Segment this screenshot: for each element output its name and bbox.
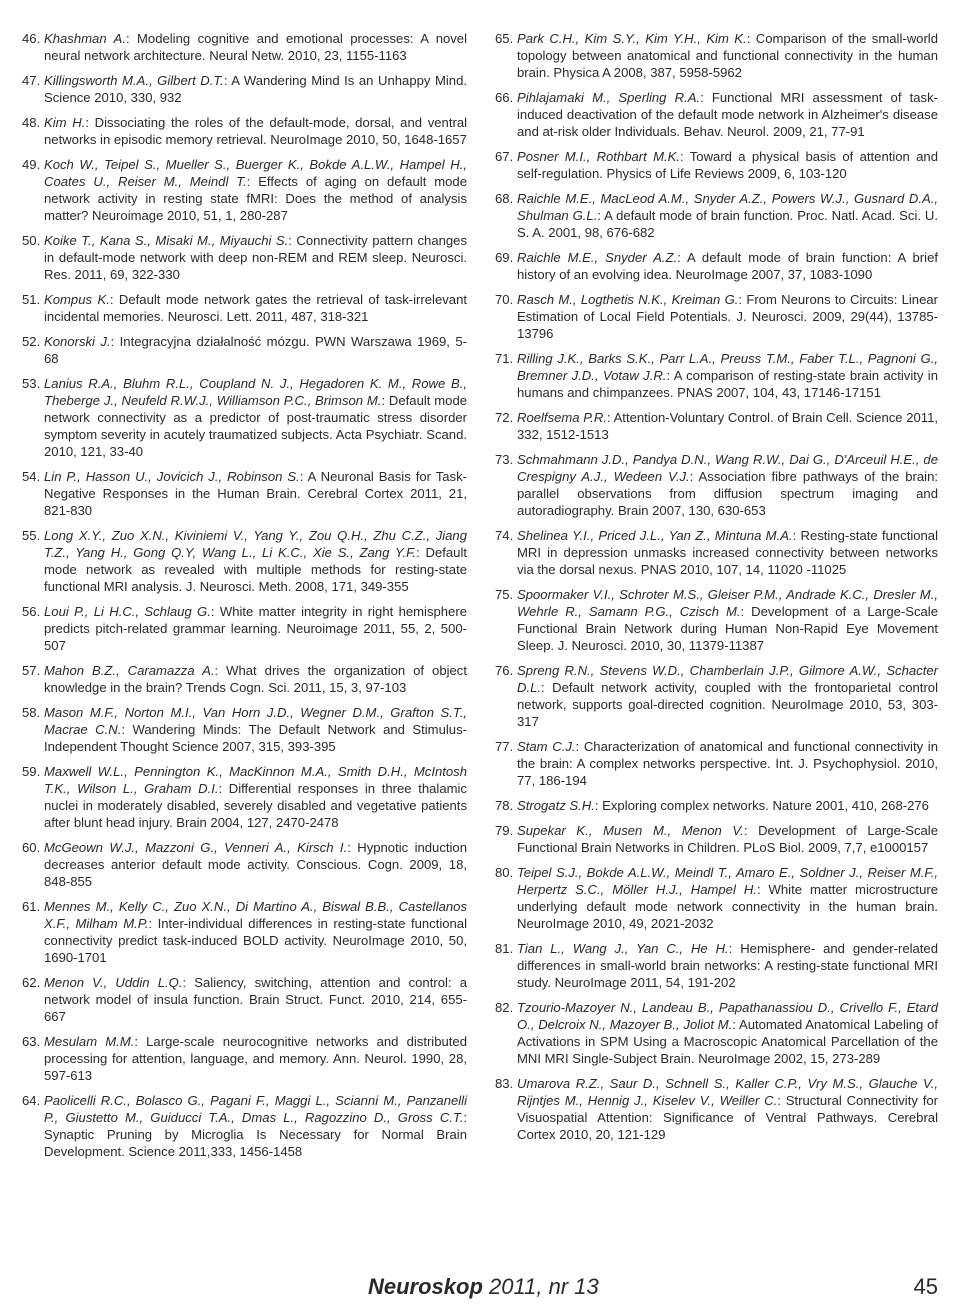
reference-number: 75. (495, 587, 514, 602)
reference-text: : Wandering Minds: The Default Network and Stimulus-Independent Thought Science 2007, 315, 393-395 (44, 722, 467, 754)
reference-number: 56. (22, 604, 41, 619)
reference-body (517, 864, 938, 932)
page-footer (368, 1274, 938, 1302)
reference-entry (495, 350, 938, 401)
reference-entry (22, 662, 467, 696)
reference-body (517, 999, 938, 1067)
reference-authors: Maxwell W.L., Pennington K., MacKinnon M.A., Smith D.H., McIntosh T.K., Wilson L., Graham D.I. (44, 764, 467, 796)
reference-body (517, 190, 938, 241)
reference-text: : Integracyjna działalność mózgu. PWN Warszawa 1969, 5-68 (44, 334, 467, 366)
reference-text: : White matter microstructure underlying default mode network connectivity in the human brain. NeuroImage 2010, 49, 2021-2032 (517, 882, 938, 931)
reference-text: : Large-scale neurocognitive networks and distributed processing for attention, language, and memory. Ann. Neurol. 1990, 28, 597-613 (44, 1034, 467, 1083)
reference-text: : Characterization of anatomical and functional connectivity in the brain: A complex networks perspective. Int. J. Psychophysiol. 2010, 77, 186-194 (517, 739, 938, 788)
reference-number: 46. (22, 31, 41, 46)
reference-body (44, 291, 467, 325)
reference-body (517, 527, 938, 578)
journal-citation (368, 1274, 599, 1300)
reference-entry (495, 190, 938, 241)
reference-text: : Association fibre pathways of the brain: parallel observations from diffusion spectrum imaging and autoradiography. Brain 2007, 130, 630-653 (517, 469, 938, 518)
reference-text: : Resting-state functional MRI in depression unmasks increased connectivity between networks via the dorsal nexus. PNAS 2010, 107, 14, 11020 -11025 (517, 528, 938, 577)
reference-authors: Tian L., Wang J., Yan C., He H. (517, 941, 729, 956)
reference-body (517, 350, 938, 401)
reference-body (517, 409, 938, 443)
reference-authors: Rasch M., Logthetis N.K., Kreiman G. (517, 292, 739, 307)
reference-body (517, 738, 938, 789)
reference-entry (22, 974, 467, 1025)
reference-body (517, 1075, 938, 1143)
reference-text: : A Neuronal Basis for Task-Negative Responses in the Human Brain. Cerebral Cortex 2011, 21, 821-830 (44, 469, 467, 518)
reference-authors: Mason M.F., Norton M.I., Van Horn J.D., Wegner D.M., Grafton S.T., Macrae C.N. (44, 705, 467, 737)
reference-text: : Synaptic Pruning by Microglia Is Necessary for Normal Brain Development. Science 2011,333, 1456-1458 (44, 1110, 467, 1159)
reference-entry (495, 797, 938, 814)
reference-entry (22, 1092, 467, 1160)
reference-authors: Stam C.J. (517, 739, 576, 754)
reference-authors: Posner M.I., Rothbart M.K. (517, 149, 681, 164)
reference-number: 65. (495, 31, 514, 46)
reference-body (44, 232, 467, 283)
reference-authors: Rilling J.K., Barks S.K., Parr L.A., Preuss T.M., Faber T.L., Pagnoni G., Bremner J.D., Votaw J.R. (517, 351, 938, 383)
reference-entry (22, 763, 467, 831)
reference-number: 54. (22, 469, 41, 484)
reference-entry (22, 1033, 467, 1084)
reference-body (44, 898, 467, 966)
reference-authors: Park C.H., Kim S.Y., Kim Y.H., Kim K. (517, 31, 747, 46)
reference-authors: Koch W., Teipel S., Mueller S., Buerger K., Bokde A.L.W., Hampel H., Coates U., Reiser M., Meindl T. (44, 157, 467, 189)
reference-body (44, 662, 467, 696)
reference-body (44, 114, 467, 148)
reference-authors: Kompus K. (44, 292, 110, 307)
reference-text: : Hemisphere- and gender-related differences in small-world brain networks: A resting-state functional MRI study. NeuroImage 2011, 54, 191-202 (517, 941, 938, 990)
reference-body (517, 291, 938, 342)
reference-authors: Mennes M., Kelly C., Zuo X.N., Di Martino A., Biswal B.B., Castellanos X.F., Milham M.P. (44, 899, 467, 931)
reference-entry (22, 704, 467, 755)
reference-text: : Effects of aging on default mode network activity in resting state fMRI: Does the method of analysis matter? Neuroimage 2010, 51, 1, 280-287 (44, 174, 467, 223)
reference-entry (22, 291, 467, 325)
reference-body (44, 603, 467, 654)
page-number: 45 (913, 1274, 938, 1299)
reference-text: : A default mode of brain function: A brief history of an evolving idea. NeuroImage 2007, 37, 1083-1090 (517, 250, 938, 282)
reference-entry (495, 527, 938, 578)
reference-entry (495, 586, 938, 654)
reference-entry (22, 333, 467, 367)
reference-text: : Development of Large-Scale Functional Brain Networks in Children. PLoS Biol. 2009, 7,7, e1000157 (517, 823, 938, 855)
reference-authors: Schmahmann J.D., Pandya D.N., Wang R.W., Dai G., D'Arceuil H.E., de Crespigny A.J., Wedeen V.J. (517, 452, 938, 484)
reference-body (517, 586, 938, 654)
reference-entry (495, 249, 938, 283)
reference-number: 74. (495, 528, 514, 543)
reference-body (44, 974, 467, 1025)
reference-body (517, 249, 938, 283)
reference-number: 52. (22, 334, 41, 349)
reference-number: 58. (22, 705, 41, 720)
reference-body (44, 1033, 467, 1084)
reference-body (44, 30, 467, 64)
reference-body (44, 1092, 467, 1160)
reference-entry (22, 114, 467, 148)
reference-authors: Mahon B.Z., Caramazza A. (44, 663, 215, 678)
reference-text: : Exploring complex networks. Nature 2001, 410, 268-276 (594, 798, 929, 813)
reference-number: 67. (495, 149, 514, 164)
reference-body (44, 527, 467, 595)
reference-authors: Raichle M.E., MacLeod A.M., Snyder A.Z., Powers W.J., Gusnard D.A., Shulman G.L. (517, 191, 938, 223)
reference-authors: Tzourio-Mazoyer N., Landeau B., Papathanassiou D., Crivello F., Etard O., Delcroix N., Mazoyer B., Joliot M. (517, 1000, 938, 1032)
reference-number: 72. (495, 410, 514, 425)
reference-entry (495, 409, 938, 443)
reference-text: : Functional MRI assessment of task-induced deactivation of the default mode network in Alzheimer's disease and at-risk older Individuals. Behav. Neurol. 2009, 21, 77-91 (517, 90, 938, 139)
reference-entry (22, 603, 467, 654)
reference-text: : Saliency, switching, attention and control: a network model of insula function. Brain Struct. Funct. 2010, 214, 655-667 (44, 975, 467, 1024)
reference-number: 71. (495, 351, 514, 366)
reference-number: 50. (22, 233, 41, 248)
reference-number: 68. (495, 191, 514, 206)
reference-text: : Development of a Large-Scale Functional Brain Network during Human Non-Rapid Eye Movement Sleep. J. Neurosci. 2010, 30, 11379-11387 (517, 604, 938, 653)
reference-entry (22, 375, 467, 460)
reference-number: 77. (495, 739, 514, 754)
reference-body (517, 662, 938, 730)
reference-body (44, 375, 467, 460)
reference-text: : Automated Anatomical Labeling of Activations in SPM Using a Macroscopic Anatomical Parcellation of the MNI MRI Single-Subject Brain. NeuroImage 2002, 15, 273-289 (517, 1017, 939, 1066)
reference-body (517, 940, 938, 991)
reference-authors: Long X.Y., Zuo X.N., Kiviniemi V., Yang Y., Zou Q.H., Zhu C.Z., Jiang T.Z., Yang H., Gong Q.Y, Wang L., Li K.C., Xie S., Zang Y.F. (44, 528, 467, 560)
reference-entry (495, 662, 938, 730)
reference-entry (495, 864, 938, 932)
reference-entry (495, 738, 938, 789)
reference-text: : Toward a physical basis of attention and self-regulation. Physics of Life Reviews 2009, 6, 103-120 (517, 149, 938, 181)
reference-text: : Default mode network gates the retrieval of task-irrelevant incidental memories. Neurosci. Lett. 2011, 487, 318-321 (44, 292, 467, 324)
reference-body (517, 822, 938, 856)
reference-text: : A Wandering Mind Is an Unhappy Mind. Science 2010, 330, 932 (44, 73, 467, 105)
reference-number: 64. (22, 1093, 41, 1108)
reference-body (517, 797, 938, 814)
reference-text: : Hypnotic induction decreases anterior default mode activity. Conscious. Cogn. 2009, 18, 848-855 (44, 840, 467, 889)
reference-number: 76. (495, 663, 514, 678)
reference-authors: Teipel S.J., Bokde A.L.W., Meindl T., Amaro E., Soldner J., Reiser M.F., Herpertz S.C., Möller H.J., Hampel H. (517, 865, 938, 897)
reference-authors: McGeown W.J., Mazzoni G., Venneri A., Kirsch I. (44, 840, 348, 855)
reference-number: 51. (22, 292, 41, 307)
reference-authors: Strogatz S.H. (517, 798, 595, 813)
reference-authors: Paolicelli R.C., Bolasco G., Pagani F., Maggi L., Scianni M., Panzanelli P., Giustetto M., Guiducci T.A., Dmas L., Ragozzino D., Gross C.T. (44, 1093, 467, 1125)
reference-authors: Spreng R.N., Stevens W.D., Chamberlain J.P., Gilmore A.W., Schacter D.L. (517, 663, 938, 695)
reference-number: 47. (22, 73, 41, 88)
reference-authors: Killingsworth M.A., Gilbert D.T. (44, 73, 224, 88)
reference-body (44, 72, 467, 106)
reference-number: 48. (22, 115, 41, 130)
reference-entry (495, 1075, 938, 1143)
reference-authors: Spoormaker V.I., Schroter M.S., Gleiser P.M., Andrade K.C., Dresler M., Wehrle R., Samann P.G., Czisch M. (517, 587, 938, 619)
reference-text: : Inter-individual differences in resting-state functional connectivity predict task-induced BOLD activity. NeuroImage 2010, 50, 1690-1701 (44, 916, 467, 965)
reference-entry (22, 839, 467, 890)
reference-body (517, 148, 938, 182)
references-right-column (495, 30, 938, 1151)
reference-authors: Lin P., Hasson U., Jovicich J., Robinson S. (44, 469, 300, 484)
reference-entry (495, 822, 938, 856)
reference-text: : Default mode network connectivity as a predictor of post-traumatic stress disorder symptom severity in acutely traumatized subjects. Acta Psychiatr. Scand. 2010, 121, 33-40 (44, 393, 468, 459)
reference-text: : Comparison of the small-world topology between anatomical and functional connectivity in the human brain. Physica A 2008, 387, 5958-5962 (517, 31, 938, 80)
reference-number: 55. (22, 528, 41, 543)
reference-body (44, 156, 467, 224)
reference-text: : White matter integrity in right hemisphere predicts pitch-related grammar learning. Neuroimage 2011, 55, 2, 500-507 (44, 604, 467, 653)
reference-authors: Konorski J. (44, 334, 111, 349)
reference-number: 66. (495, 90, 514, 105)
reference-number: 70. (495, 292, 514, 307)
reference-text: : Structural Connectivity for Visuospatial Attention: Significance of Ventral Pathways. Cerebral Cortex 2010, 20, 121-129 (517, 1093, 939, 1142)
reference-text: : Connectivity pattern changes in default-mode network with deep non-REM and REM sleep. Neurosci. Res. 2011, 69, 322-330 (44, 233, 468, 282)
reference-authors: Menon V., Uddin L.Q. (44, 975, 183, 990)
reference-entry (22, 156, 467, 224)
reference-entry (22, 30, 467, 64)
reference-entry (495, 291, 938, 342)
reference-number: 83. (495, 1076, 514, 1091)
reference-entry (495, 30, 938, 81)
reference-number: 81. (495, 941, 514, 956)
reference-body (44, 839, 467, 890)
reference-authors: Mesulam M.M. (44, 1034, 135, 1049)
reference-authors: Shelinea Y.I., Priced J.L., Yan Z., Mintuna M.A. (517, 528, 793, 543)
reference-text: : From Neurons to Circuits: Linear Estimation of Local Field Potentials. J. Neurosci. 2009, 29(44), 13785-13796 (517, 292, 938, 341)
references-left-column (22, 30, 467, 1168)
reference-text: : What drives the organization of object knowledge in the brain? Trends Cogn. Sci. 2011, 15, 3, 97-103 (44, 663, 467, 695)
reference-body (517, 89, 938, 140)
reference-body (517, 30, 938, 81)
reference-entry (22, 468, 467, 519)
reference-authors: Supekar K., Musen M., Menon V. (517, 823, 744, 838)
reference-authors: Umarova R.Z., Saur D., Schnell S., Kaller C.P., Vry M.S., Glauche V., Rijntjes M., Hennig J., Kiselev V., Weiller C. (517, 1076, 938, 1108)
journal-issue: 2011, nr 13 (482, 1274, 599, 1299)
journal-name: Neuroskop (368, 1274, 483, 1299)
reference-entry (22, 72, 467, 106)
reference-text: : Attention-Voluntary Control. of Brain Cell. Science 2011, 332, 1512-1513 (517, 410, 938, 442)
reference-number: 57. (22, 663, 41, 678)
reference-text: : Modeling cognitive and emotional processes: A novel neural network architecture. Neural Netw. 2010, 23, 1155-1163 (44, 31, 467, 63)
reference-body (44, 763, 467, 831)
reference-text: : Differential responses in three thalamic nuclei in moderately disabled, severely disabled and vegetative patients after blunt head injury. Brain 2004, 127, 2470-2478 (44, 781, 467, 830)
reference-number: 61. (22, 899, 41, 914)
reference-text: : A comparison of resting-state brain activity in humans and chimpanzees. PNAS 2007, 104, 43, 17146-17151 (517, 368, 938, 400)
reference-number: 69. (495, 250, 514, 265)
reference-entry (22, 898, 467, 966)
reference-body (44, 468, 467, 519)
reference-text: : A default mode of brain function. Proc. Natl. Acad. Sci. U. S. A. 2001, 98, 676-682 (517, 208, 938, 240)
reference-number: 73. (495, 452, 514, 467)
reference-body (517, 451, 938, 519)
reference-number: 79. (495, 823, 514, 838)
reference-text: : Default network activity, coupled with the frontoparietal control network, supports goal-directed cognition. NeuroImage 2010, 53, 303-317 (517, 680, 938, 729)
reference-body (44, 333, 467, 367)
reference-entry (495, 999, 938, 1067)
reference-body (44, 704, 467, 755)
reference-entry (495, 940, 938, 991)
reference-number: 80. (495, 865, 514, 880)
reference-authors: Koike T., Kana S., Misaki M., Miyauchi S. (44, 233, 289, 248)
reference-number: 49. (22, 157, 41, 172)
reference-authors: Pihlajamaki M., Sperling R.A. (517, 90, 701, 105)
reference-number: 53. (22, 376, 41, 391)
reference-number: 62. (22, 975, 41, 990)
reference-number: 78. (495, 798, 514, 813)
reference-number: 63. (22, 1034, 41, 1049)
reference-authors: Roelfsema P.R. (517, 410, 608, 425)
reference-entry (495, 451, 938, 519)
reference-authors: Kim H. (44, 115, 86, 130)
reference-text: : Dissociating the roles of the default-mode, dorsal, and ventral networks in episodic memory retrieval. NeuroImage 2010, 50, 1648-1657 (44, 115, 468, 147)
reference-authors: Loui P., Li H.C., Schlaug G. (44, 604, 211, 619)
reference-number: 60. (22, 840, 41, 855)
reference-entry (22, 232, 467, 283)
reference-number: 82. (495, 1000, 514, 1015)
reference-number: 59. (22, 764, 41, 779)
reference-entry (495, 89, 938, 140)
reference-entry (22, 527, 467, 595)
reference-entry (495, 148, 938, 182)
reference-text: : Default mode network as revealed with multiple methods for resting-state functional MRI analysis. J. Neurosci. Meth. 2008, 171, 349-355 (44, 545, 467, 594)
reference-authors: Lanius R.A., Bluhm R.L., Coupland N. J., Hegadoren K. M., Rowe B., Theberge J., Neufeld R.W.J., Williamson P.C., Brimson M. (44, 376, 467, 408)
reference-authors: Khashman A. (44, 31, 126, 46)
reference-authors: Raichle M.E., Snyder A.Z. (517, 250, 678, 265)
